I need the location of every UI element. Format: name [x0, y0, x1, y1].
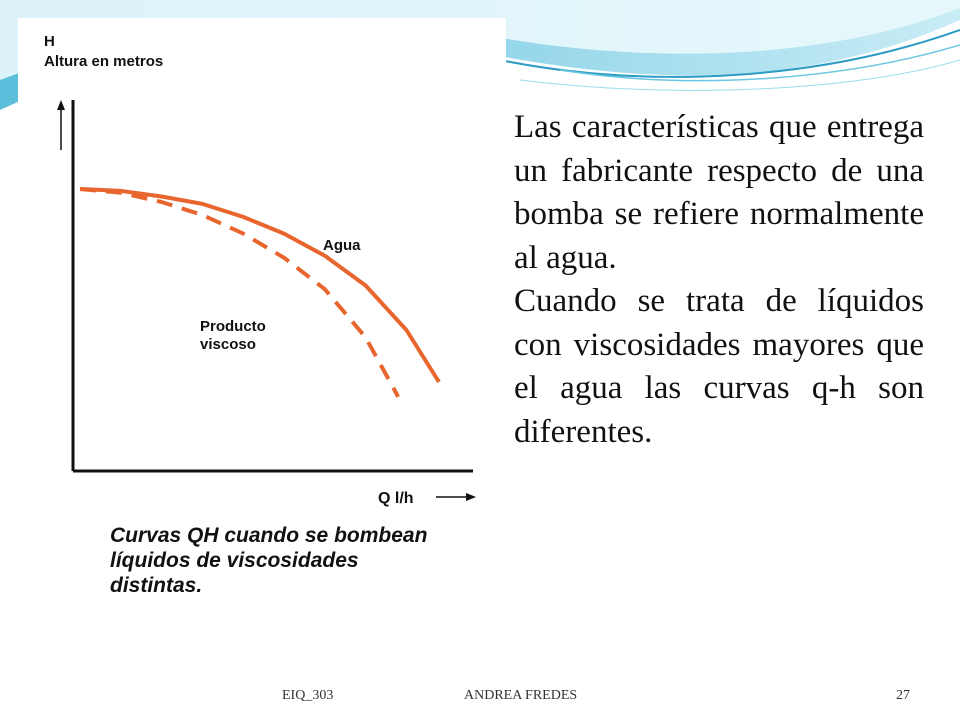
paragraph-viscosity: Cuando se trata de líquidos con viscosidades mayores que el agua las curvas q-h son diferentes.	[514, 283, 924, 450]
series-line-viscoso	[80, 189, 398, 397]
x-axis-arrow-icon	[466, 493, 476, 501]
curve-layer	[80, 189, 439, 397]
series-label-viscoso-line1: Producto	[200, 318, 266, 335]
paragraph-manufacturer: Las características que entrega un fabricante respecto de una bomba se refiere normalmente al agua.	[514, 109, 924, 276]
y-axis-label: Altura en metros	[44, 53, 164, 70]
y-axis-symbol: H	[44, 33, 55, 50]
series-label-agua: Agua	[323, 237, 361, 254]
footer-author: ANDREA FREDES	[464, 688, 578, 703]
figure-card	[18, 18, 506, 618]
x-axis-label: Q l/h	[378, 490, 414, 507]
footer-page-number: 27	[896, 688, 910, 703]
y-axis-arrow-icon	[57, 100, 65, 110]
figure-caption: Curvas QH cuando se bombean líquidos de viscosidades distintas.	[110, 524, 428, 597]
series-label-viscoso-line2: viscoso	[200, 336, 256, 353]
series-line-agua	[80, 189, 439, 382]
footer-course: EIQ_303	[282, 688, 334, 703]
slide-body-text	[514, 106, 924, 454]
